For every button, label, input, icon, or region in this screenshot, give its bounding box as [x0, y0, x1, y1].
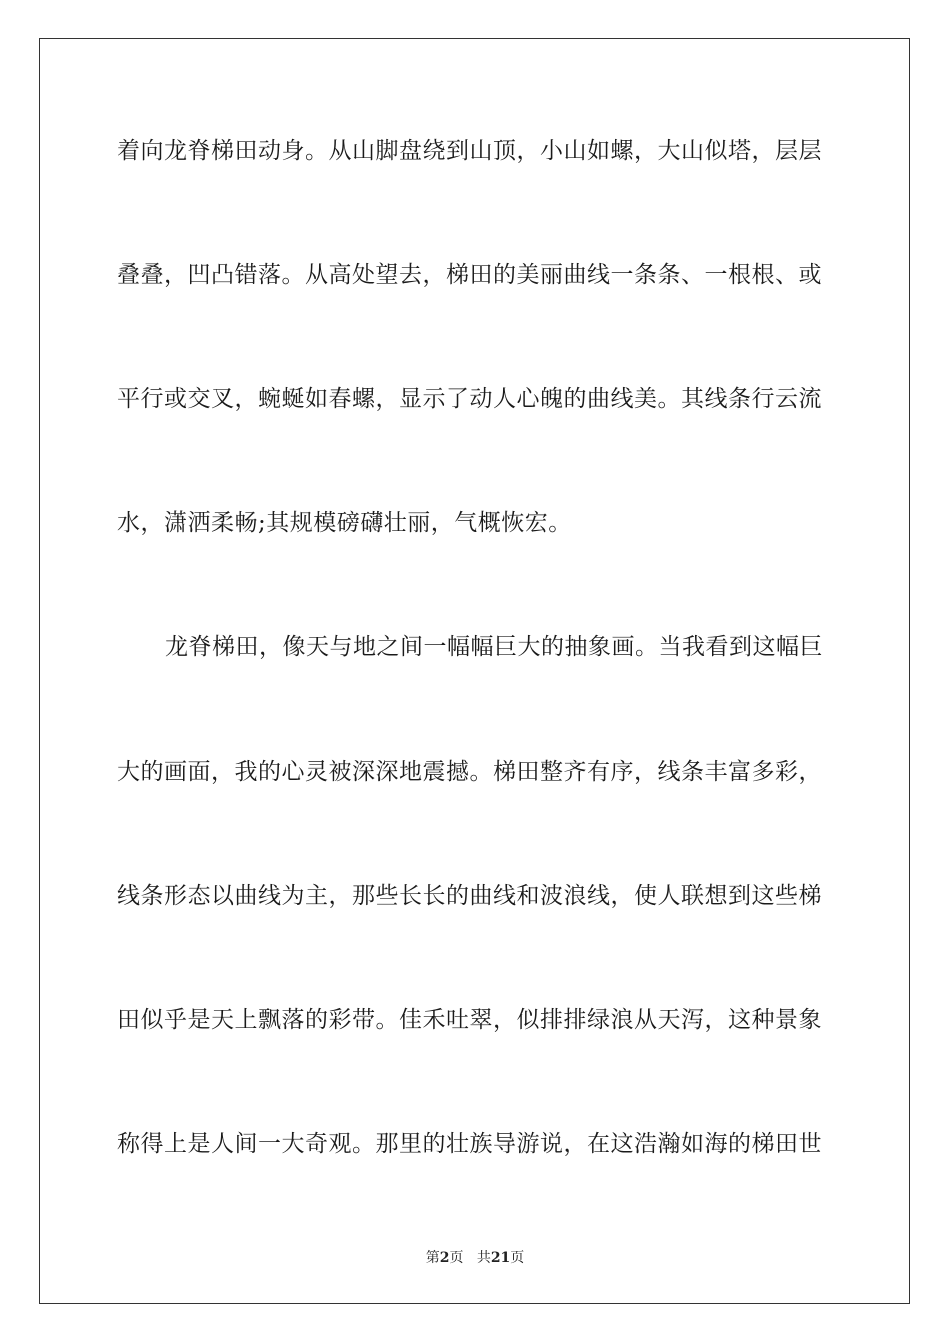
body-line-9: 称得上是人间一大奇观。那里的壮族导游说，在这浩瀚如海的梯田世 — [117, 1131, 822, 1157]
footer-page-suffix: 页 — [449, 1250, 464, 1266]
body-line-3: 平行或交叉，蜿蜒如春螺，显示了动人心魄的曲线美。其线条行云流 — [117, 386, 822, 412]
body-line-2: 叠叠，凹凸错落。从高处望去，梯田的美丽曲线一条条、一根根、或 — [117, 262, 822, 288]
footer-total-pages: 21 — [490, 1250, 511, 1266]
body-line-4: 水，潇洒柔畅;其规模磅礴壮丽，气概恢宏。 — [117, 510, 572, 536]
body-line-7: 线条形态以曲线为主，那些长长的曲线和波浪线，使人联想到这些梯 — [117, 883, 822, 909]
footer-page-prefix: 第 — [425, 1250, 440, 1266]
page-border — [39, 38, 910, 1304]
footer-total-prefix: 共 — [476, 1250, 491, 1266]
footer-total-suffix: 页 — [510, 1250, 525, 1266]
body-line-6: 大的画面，我的心灵被深深地震撼。梯田整齐有序，线条丰富多彩， — [117, 759, 822, 785]
body-line-1: 着向龙脊梯田动身。从山脚盘绕到山顶，小山如螺，大山似塔，层层 — [117, 138, 822, 164]
body-line-5-paragraph-start: 龙脊梯田，像天与地之间一幅幅巨大的抽象画。当我看到这幅巨 — [165, 634, 823, 660]
page-footer — [0, 1247, 950, 1267]
footer-page-number: 2 — [439, 1250, 450, 1266]
body-line-8: 田似乎是天上飘落的彩带。佳禾吐翠，似排排绿浪从天泻，这种景象 — [117, 1007, 822, 1033]
